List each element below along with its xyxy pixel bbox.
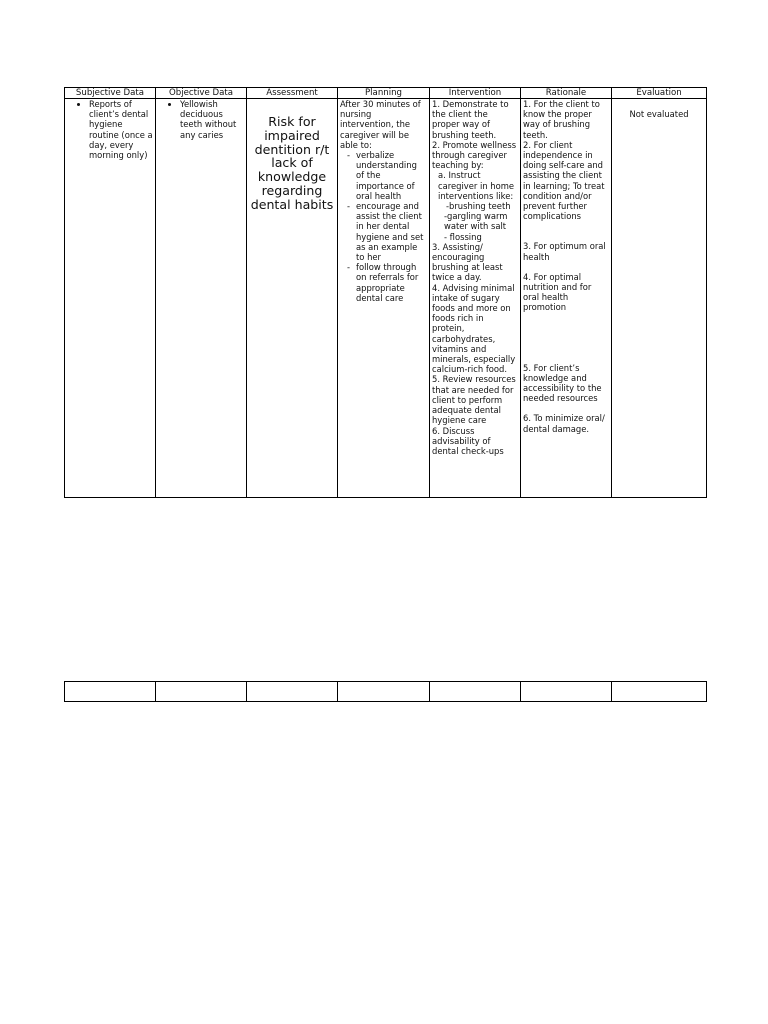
intervention-item: 3. Assisting/ encouraging brushing at least twice a day. bbox=[432, 241, 506, 283]
objective-data-cell bbox=[156, 99, 247, 498]
assessment-text: Risk for impaired dentition r/t lack of knowledge regarding dental habits bbox=[250, 114, 334, 212]
empty-cell bbox=[247, 682, 338, 702]
header-row bbox=[65, 88, 707, 99]
intervention-subitem: a. Instruct caregiver in home interventions like: bbox=[438, 170, 517, 201]
planning-item: - verbalize understanding of the importance of oral health bbox=[356, 150, 427, 201]
intervention-item: 5. Review resources that are needed for client to perform adequate dental hygiene care bbox=[432, 374, 519, 426]
subjective-data-list bbox=[67, 99, 153, 160]
header-rationale: Rationale bbox=[521, 88, 612, 99]
objective-data-item: • Yellowish deciduous teeth without any caries bbox=[180, 99, 244, 140]
subjective-data-item: • Reports of client’s dental hygiene routine (once a day, every morning only) bbox=[89, 99, 153, 160]
evaluation-text: Not evaluated bbox=[629, 109, 689, 119]
intervention-subitem: - flossing bbox=[444, 231, 482, 242]
intervention-item: 2. Promote wellness through caregiver teaching by: bbox=[432, 139, 519, 171]
rationale-item: 2. For client independence in doing self-care and assisting the client in learning; To treat condition and/or prevent further complications bbox=[523, 139, 605, 222]
rationale-item: 5. For client’s knowledge and accessibility to the needed resources bbox=[523, 362, 602, 404]
rationale-item: 6. To minimize oral/ dental damage. bbox=[523, 413, 605, 434]
intervention-subitem: -brushing teeth bbox=[446, 201, 511, 212]
empty-cell bbox=[430, 682, 521, 702]
empty-table-row bbox=[65, 682, 707, 702]
intervention-item: 1. Demonstrate to the client the proper way of brushing teeth. bbox=[432, 99, 512, 140]
evaluation-cell bbox=[612, 99, 707, 498]
header-planning: Planning bbox=[338, 88, 430, 99]
planning-item: - encourage and assist the client in her dental hygiene and set as an example to her bbox=[356, 201, 427, 262]
nursing-care-plan-table bbox=[64, 87, 707, 498]
planning-intro: After 30 minutes of nursing intervention, the caregiver will be able to: bbox=[340, 99, 421, 150]
intervention-item: 6. Discuss advisability of dental check-ups bbox=[432, 425, 504, 456]
rationale-item: 1. For the client to know the proper way of brushing teeth. bbox=[523, 99, 600, 140]
empty-cell bbox=[338, 682, 430, 702]
header-objective-data: Objective Data bbox=[156, 88, 247, 99]
intervention-item: 4. Advising minimal intake of sugary foods and more on foods rich in protein, carbohydrates, vitamins and minerals, especially calcium-rich food. bbox=[432, 282, 518, 375]
header-intervention: Intervention bbox=[430, 88, 521, 99]
planning-cell bbox=[338, 99, 430, 498]
header-assessment: Assessment bbox=[247, 88, 338, 99]
subjective-data-cell bbox=[65, 99, 156, 498]
empty-cell bbox=[521, 682, 612, 702]
empty-table bbox=[64, 681, 707, 702]
rationale-item: 3. For optimum oral health bbox=[523, 241, 606, 262]
planning-item: - follow through on referrals for appropriate dental care bbox=[356, 262, 427, 303]
rationale-item: 4. For optimal nutrition and for oral health promotion bbox=[523, 271, 592, 313]
empty-cell bbox=[612, 682, 707, 702]
intervention-cell bbox=[430, 99, 521, 498]
empty-cell bbox=[65, 682, 156, 702]
objective-data-list bbox=[158, 99, 244, 140]
rationale-cell bbox=[521, 99, 612, 498]
header-evaluation: Evaluation bbox=[612, 88, 707, 99]
planning-list bbox=[340, 150, 427, 303]
care-plan-row bbox=[65, 99, 707, 498]
intervention-subitem: -gargling warm water with salt bbox=[444, 211, 511, 232]
assessment-cell bbox=[247, 99, 338, 498]
header-subjective-data: Subjective Data bbox=[65, 88, 156, 99]
empty-cell bbox=[156, 682, 247, 702]
